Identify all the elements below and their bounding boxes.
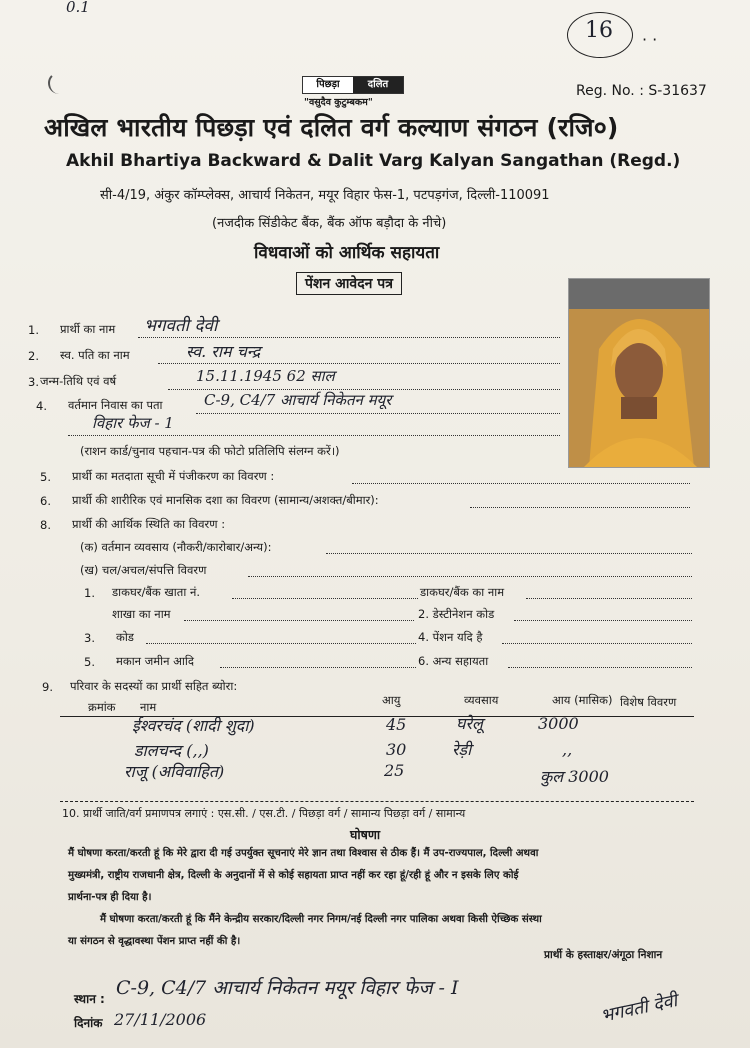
motto: "वसुदैव कुटुम्बकम" <box>304 97 373 108</box>
applicant-name-value: भगवती देवी <box>144 316 218 336</box>
signature-label: प्रार्थी के हस्ताक्षर/अंगूठा निशान <box>544 949 663 961</box>
destination-code-label: 2. डेस्टीनेशन कोड <box>418 607 495 621</box>
declaration-para-1-line-3: प्रार्थना-पत्र ही दिया है। <box>68 892 152 903</box>
sub-1-number: 1. <box>84 586 95 600</box>
field-8b-label: (ख) चल/अचल/संपत्ति विवरण <box>80 563 207 577</box>
field-2-number: 2. <box>28 349 39 363</box>
table-header-occupation: व्यवसाय <box>464 693 499 707</box>
field-8a-label: (क) वर्तमान व्यवसाय (नौकरी/कारोबार/अन्य): <box>80 540 272 554</box>
address-line-2-value: विहार फेज - 1 <box>92 414 174 432</box>
organization-landmark: (नजदीक सिंडीकेट बैंक, बैंक ऑफ बड़ौदा के नीचे) <box>212 216 447 231</box>
family-row-1-name: ईश्वरचंद (शादी शुदा) <box>132 716 255 735</box>
field-2-label: स्व. पति का नाम <box>60 348 130 362</box>
declaration-para-2-line-1: मैं घोषणा करता/करती हूं कि मैंने केन्द्रीय सरकार/दिल्ली नगर निगम/नई दिल्ली नगर पालिका अथवा किसी ऐच्छिक संस्था <box>100 914 542 925</box>
registration-number: Reg. No. : S-31637 <box>576 83 707 99</box>
place-value: C-9, C4/7 आचार्य निकेतन मयूर विहार फेज - I <box>116 977 459 999</box>
pen-mark <box>48 72 70 94</box>
declaration-para-1-line-1: मैं घोषणा करता/करती हूं कि मेरे द्वारा दी गई उपर्युक्त सूचनाएं मेरे ज्ञान तथा विश्वास से ठीक हैं। मैं उप-राज्यपाल, दिल्ली अथवा <box>68 848 539 859</box>
top-corner-mark: 0.1 <box>66 0 90 16</box>
field-9-label: परिवार के सदस्यों का प्रार्थी सहित ब्योरा: <box>70 679 238 693</box>
table-header-remarks: विशेष विवरण <box>620 695 677 709</box>
field-10-caste-certificate: 10. प्रार्थी जाति/वर्ग प्रमाणपत्र लगाएं : एस.सी. / एस.टी. / पिछड़ा वर्ग / सामान्य पिछड़ा वर्ग / सामान्य <box>62 807 466 820</box>
dob-age-value: 15.11.1945 62 साल <box>196 367 335 385</box>
field-5-number: 5. <box>40 470 51 484</box>
family-row-2-occupation: रेड़ी <box>452 740 472 759</box>
field-3-label: जन्म-तिथि एवं वर्ष <box>40 374 117 388</box>
organization-logo: पिछड़ा दलित <box>302 76 404 94</box>
field-4-label: वर्तमान निवास का पता <box>68 398 163 412</box>
organization-name-english: Akhil Bhartiya Backward & Dalit Varg Kalyan Sangathan (Regd.) <box>66 151 681 171</box>
family-row-3-income: कुल 3000 <box>540 767 609 786</box>
field-5-label: प्रार्थी का मतदाता सूची में पंजीकरण का विवरण : <box>72 469 275 483</box>
address-line-1-value: C-9, C4/7 आचार्य निकेतन मयूर <box>204 391 392 409</box>
field-8-label: प्रार्थी की आर्थिक स्थिति का विवरण : <box>72 517 226 531</box>
property-label: मकान जमीन आदि <box>116 654 194 668</box>
field-4-number: 4. <box>36 399 47 413</box>
family-row-3-age: 25 <box>384 761 405 780</box>
organization-name-hindi: अखिल भारतीय पिछड़ा एवं दलित वर्ग कल्याण संगठन (रजि०) <box>44 113 619 142</box>
field-6-label: प्रार्थी की शारीरिक एवं मानसिक दशा का विवरण (सामान्य/अशक्त/बीमार): <box>72 493 379 507</box>
family-row-1-age: 45 <box>386 715 407 734</box>
family-row-2-income: ,, <box>562 740 573 759</box>
applicant-signature: भगवती देवी <box>598 990 680 1027</box>
organization-address: सी-4/19, अंकुर कॉम्प्लेक्स, आचार्य निकेतन, मयूर विहार फेस-1, पटपड़गंज, दिल्ली-110091 <box>100 188 550 203</box>
scheme-title: विधवाओं को आर्थिक सहायता <box>254 243 440 263</box>
family-row-2-name: डालचन्द (,,) <box>134 741 209 760</box>
sub-5-number: 5. <box>84 655 95 669</box>
field-8-number: 8. <box>40 518 51 532</box>
bank-name-label: डाकघर/बैंक का नाम <box>420 585 505 599</box>
table-header-name: नाम <box>140 700 157 714</box>
declaration-para-2-line-2: या संगठन से वृद्धावस्था पेंशन प्राप्त नहीं की है। <box>68 936 241 947</box>
form-title: पेंशन आवेदन पत्र <box>296 272 402 295</box>
family-row-2-age: 30 <box>386 740 407 759</box>
serial-number: 16 <box>585 18 613 43</box>
ration-card-note: (राशन कार्ड/चुनाव पहचान-पत्र की फोटो प्रतिलिपि संलग्न करें।) <box>80 444 340 458</box>
table-header-serial: क्रमांक <box>88 700 116 714</box>
table-header-income: आय (मासिक) <box>552 693 613 707</box>
bank-account-label: डाकघर/बैंक खाता नं. <box>112 585 201 599</box>
code-label: कोड <box>116 630 134 644</box>
applicant-photo <box>568 278 710 468</box>
family-row-1-occupation: घरेलू <box>456 714 483 733</box>
place-label: स्थान : <box>74 992 105 1006</box>
other-assistance-label: 6. अन्य सहायता <box>418 654 489 668</box>
date-value: 27/11/2006 <box>114 1010 207 1029</box>
decorative-dots: · · <box>642 30 658 49</box>
family-row-1-income: 3000 <box>538 714 579 733</box>
pension-if-any-label: 4. पेंशन यदि है <box>418 630 483 644</box>
branch-name-label: शाखा का नाम <box>112 607 171 621</box>
field-1-number: 1. <box>28 323 39 337</box>
husband-name-value: स्व. राम चन्द्र <box>186 342 261 361</box>
table-header-age: आयु <box>382 693 401 707</box>
declaration-para-1-line-2: मुख्यमंत्री, राष्ट्रीय राजधानी क्षेत्र, दिल्ली के अनुदानों में से कोई सहायता प्राप्त नहीं कर रहा हूं/रही हूं और न इसके लिए कोई <box>68 870 519 881</box>
field-3-number: 3. <box>28 375 39 389</box>
declaration-title: घोषणा <box>350 827 381 842</box>
field-6-number: 6. <box>40 494 51 508</box>
sub-3-number: 3. <box>84 631 95 645</box>
family-row-3-name: राजू (अविवाहित) <box>124 762 225 781</box>
field-1-label: प्रार्थी का नाम <box>60 322 116 336</box>
date-label: दिनांक <box>74 1016 103 1030</box>
field-9-number: 9. <box>42 680 53 694</box>
